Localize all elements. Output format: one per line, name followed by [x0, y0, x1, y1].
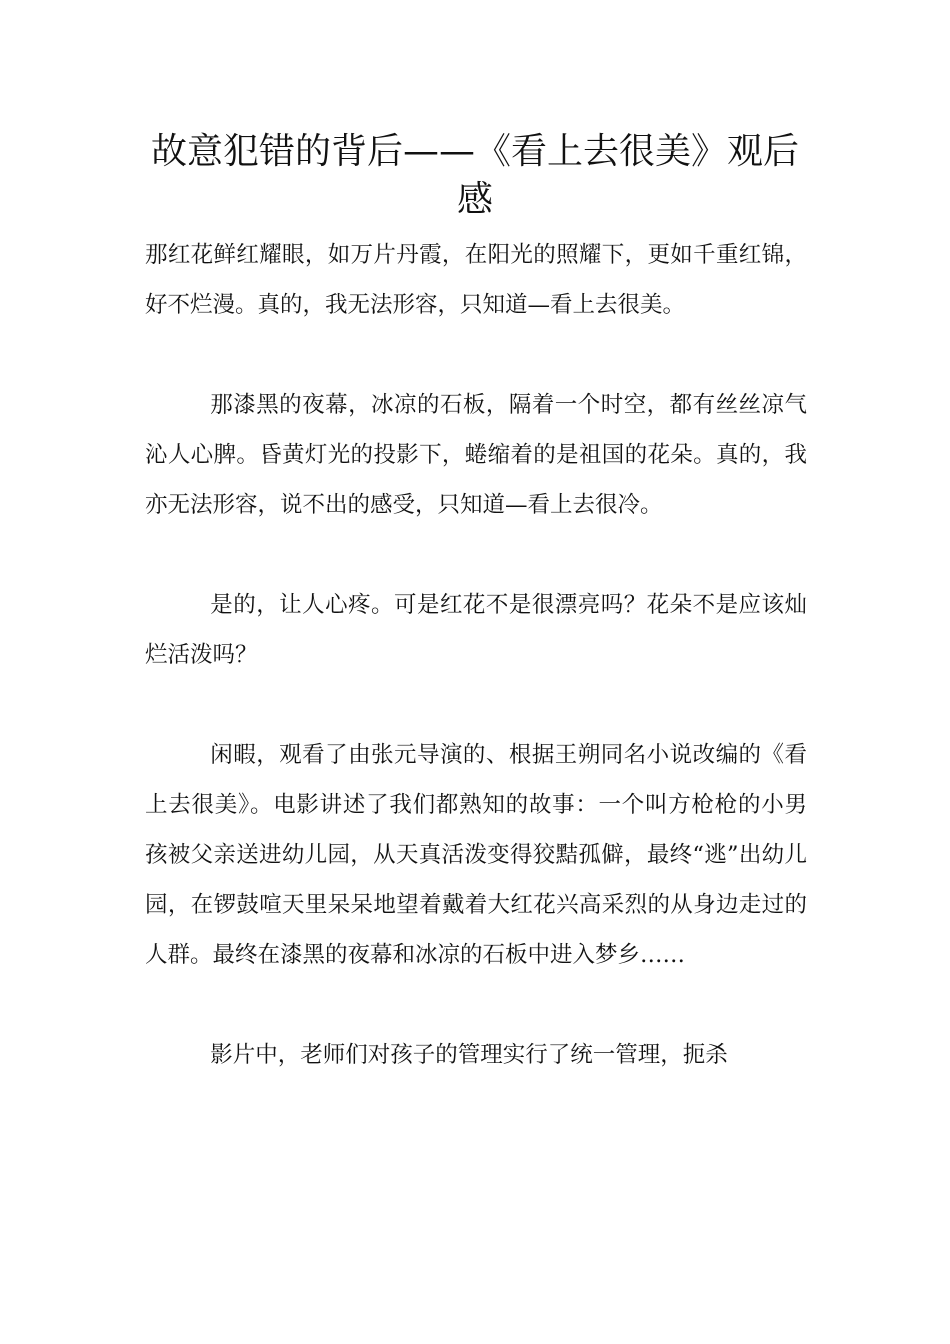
document-body: [145, 230, 807, 1130]
paragraph-3: 是的，让人心疼。可是红花不是很漂亮吗？花朵不是应该灿烂活泼吗？: [145, 592, 807, 668]
paragraph-2: 那漆黑的夜幕，冰凉的石板，隔着一个时空，都有丝丝凉气沁人心脾。昏黄灯光的投影下，蜷缩着的是祖国的花朵。真的，我亦无法形容，说不出的感受，只知道—看上去很冷。: [145, 392, 807, 518]
paragraph-1: 那红花鲜红耀眼，如万片丹霞，在阳光的照耀下，更如千重红锦，好不烂漫。真的，我无法形容，只知道—看上去很美。: [145, 242, 807, 318]
document-title: 故意犯错的背后——《看上去很美》观后感: [150, 131, 799, 220]
paragraph-4: 闲暇，观看了由张元导演的、根据王朔同名小说改编的《看上去很美》。电影讲述了我们都熟知的故事：一个叫方枪枪的小男孩被父亲送进幼儿园，从天真活泼变得狡黠孤僻，最终“逃”出幼儿园，在锣鼓喧天里呆呆地望着戴着大红花兴高采烈的从身边走过的人群。最终在漆黑的夜幕和冰凉的石板中进入梦乡……: [145, 742, 807, 968]
paragraph-5: 影片中，老师们对孩子的管理实行了统一管理，扼杀: [210, 1042, 728, 1068]
